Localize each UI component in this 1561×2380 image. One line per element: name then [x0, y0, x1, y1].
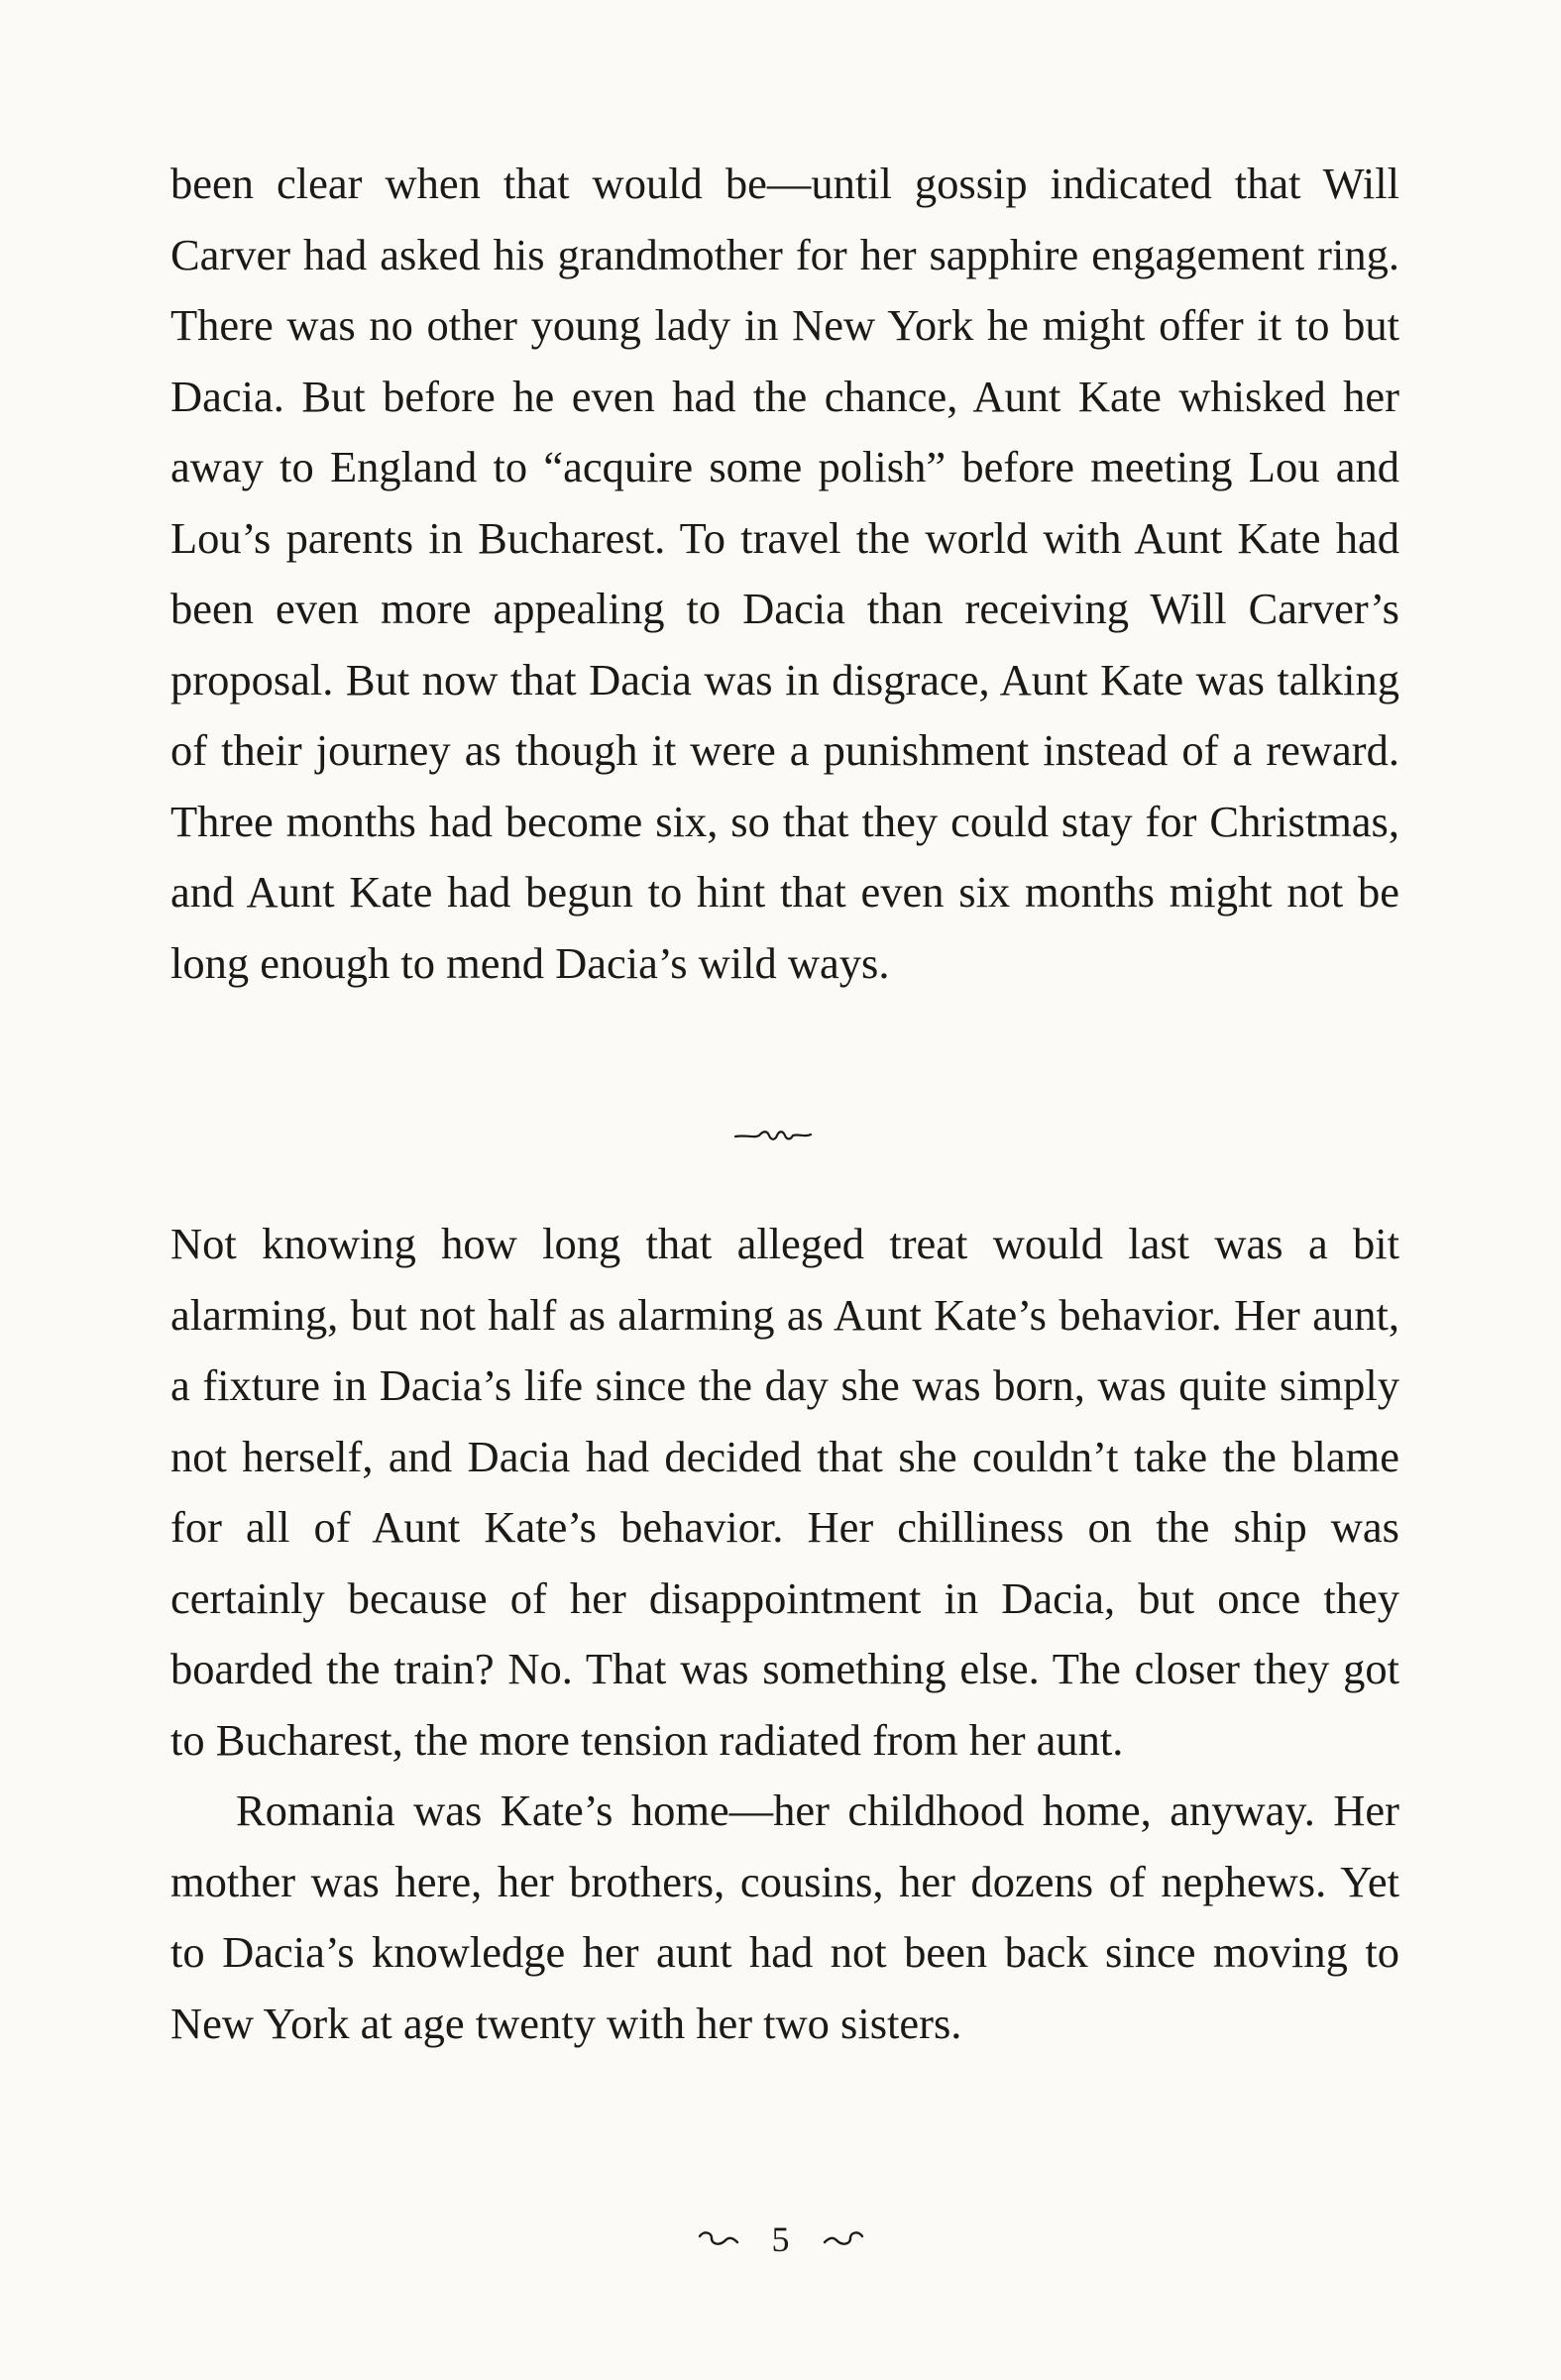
paragraph-2: Not knowing how long that alleged treat would last was a bit alarming, but not half as alarming as Aunt Kate’s behavior. Her aunt, a fixture in Dacia’s life since the day she was born, was quite simply not herself, and Dacia had decided that she couldn’t take the blame for all of Aunt Kate’s behavior. Her chilliness on the ship was certainly because of her disappointment in Dacia, but once they boarded the train? No. That was something else. The closer they got to Bucharest, the more tension radiated from her aunt.: [170, 1219, 1399, 1765]
page-number: 5: [771, 2218, 790, 2259]
swash-right-icon: [821, 2228, 866, 2250]
swash-left-icon: [696, 2228, 741, 2250]
paragraph-3: Romania was Kate’s home—her childhood home, anyway. Her mother was here, her brothers, cousins, her dozens of nephews. Yet to Dacia’s knowledge her aunt had not been back since moving to New York at age twenty with her two sisters.: [170, 1785, 1399, 2048]
text-section-1: [170, 149, 1399, 999]
page-footer: [0, 2216, 1561, 2259]
section-break-flourish-icon: [733, 1123, 813, 1146]
paragraph-1: been clear when that would be—until gossip indicated that Will Carver had asked his grandmother for her sapphire engagement ring. There was no other young lady in New York he might offer it to but Dacia. But before he even had the chance, Aunt Kate whisked her away to England to “acquire some polish” before meeting Lou and Lou’s parents in Bucharest. To travel the world with Aunt Kate had been even more appealing to Dacia than receiving Will Carver’s proposal. But now that Dacia was in disgrace, Aunt Kate was talking of their journey as though it were a punishment instead of a reward. Three months had become six, so that they could stay for Christmas, and Aunt Kate had begun to hint that even six months might not be long enough to mend Dacia’s wild ways.: [170, 159, 1399, 988]
text-section-2: [170, 1209, 1399, 2059]
